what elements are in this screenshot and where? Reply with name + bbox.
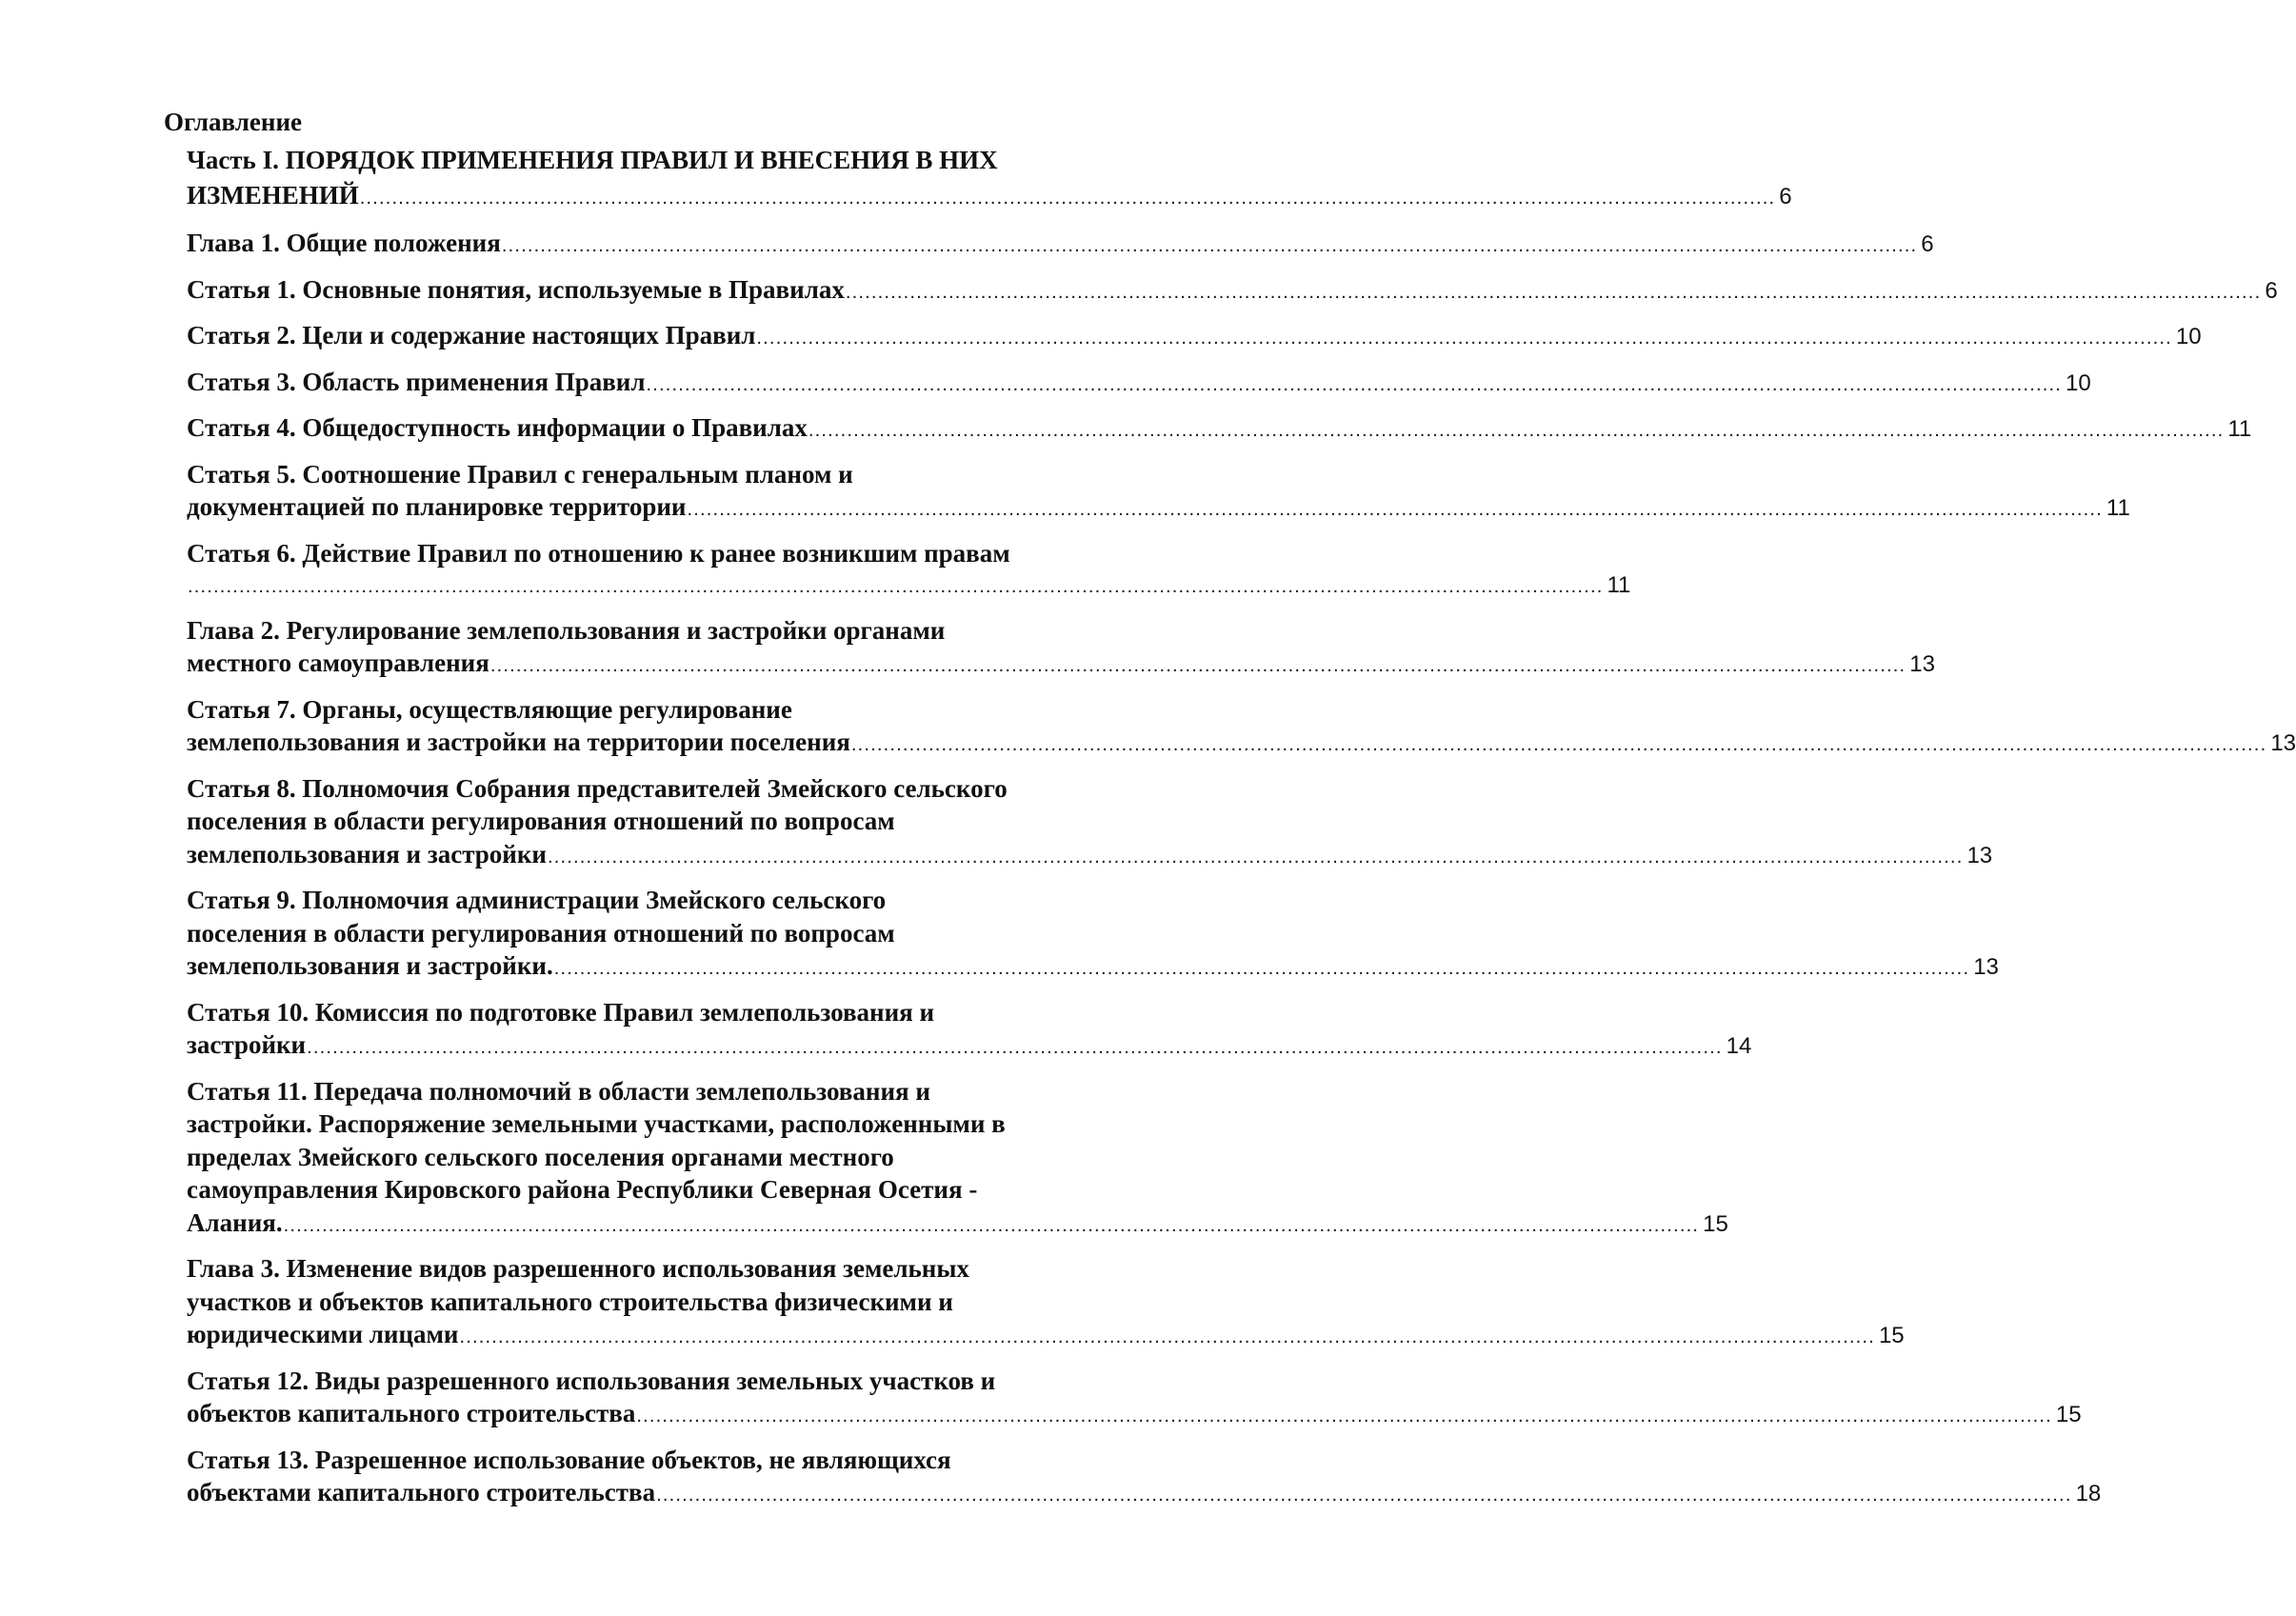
toc-entry-title-line: Статья 2. Цели и содержание настоящих Правил [187,321,756,349]
toc-entry-title-line: объектов капитального строительства [187,1399,636,1427]
toc-page-number: 10 [2065,369,2091,396]
toc-entry[interactable] [187,411,2252,448]
toc-entry-title-line: землепользования и застройки. [187,951,553,980]
toc-entry-last-line [187,1318,1905,1354]
toc-entry-last-line [187,569,1631,604]
toc-entry-title-line: землепользования и застройки [187,839,547,868]
toc-page-number: 14 [1726,1033,1752,1059]
toc-entry[interactable] [187,884,1999,986]
toc-entry-last-line [187,1397,2082,1433]
toc-page-number: 6 [1921,231,1934,257]
toc-page-number: 15 [1878,1323,1905,1348]
toc-entry-title-line: Глава 3. Изменение видов разрешенного использования земельных [187,1254,969,1283]
dot-leader: ............................................................................................................................................................................................................................ [553,958,1970,979]
toc-entry[interactable] [187,1252,1905,1354]
toc-entry-title-line: местного самоуправления [187,648,489,677]
toc-entry-title-line: Часть I. ПОРЯДОК ПРИМЕНЕНИЯ ПРАВИЛ И ВНЕСЕНИЯ В НИХ [187,146,998,174]
toc-entry-title-line: Статья 11. Передача полномочий в области землепользования и [187,1076,930,1106]
toc-entry-last-line [187,726,2296,762]
toc-page-number: 11 [2106,495,2130,521]
toc-page-number: 6 [2265,277,2278,304]
toc-entry-last-line [187,273,2278,309]
dot-leader: ............................................................................................................................................................................................................................ [501,235,1918,256]
toc-entry-title-line: Статья 8. Полномочия Собрания представителей Змейского сельского [187,773,1008,803]
toc-entry-title-line: Статья 10. Комиссия по подготовке Правил землепользования и [187,997,935,1027]
toc-entry-title-line: юридическими лицами [187,1320,459,1348]
dot-leader: ............................................................................................................................................................................................................................ [489,655,1907,676]
dot-leader: ............................................................................................................................................................................................................................ [283,1214,1700,1236]
dot-leader: ............................................................................................................................................................................................................................ [636,1406,2052,1426]
toc-entry-title-line: Глава 1. Общие положения [187,229,501,257]
toc-entry-last-line [187,411,2252,448]
toc-entry-title-line: самоуправления Кировского района Республики Северная Осетия - [187,1175,978,1204]
toc-entry-title-line: Статья 6. Действие Правил по отношению к ранее возникшим правам [187,538,1010,568]
toc-entry-title-line: Статья 13. Разрешенное использование объектов, не являющихся [187,1445,951,1474]
toc-page-number: 11 [2227,416,2252,442]
toc-page-number: 10 [2175,324,2202,349]
toc-entry-title-line: Статья 5. Соотношение Правил с генеральным планом и [187,459,853,489]
toc-entry[interactable] [187,273,2278,309]
dot-leader: ............................................................................................................................................................................................................................ [845,281,2262,303]
toc-page-number: 13 [1967,842,1993,868]
toc-page-number: 11 [1607,572,1631,598]
toc-page-number: 15 [1703,1210,1728,1237]
toc-page-number: 13 [1909,651,1935,677]
toc-entry-last-line [187,838,1993,874]
toc-entry[interactable] [187,366,2091,402]
toc-entry-title-line: Статья 9. Полномочия администрации Змейского сельского [187,886,887,914]
toc-entry-title-line: поселения в области регулирования отношений по вопросам [187,918,895,948]
toc-entry-title-line: Алания. [187,1207,283,1237]
table-of-contents [187,143,2296,1512]
dot-leader: ............................................................................................................................................................................................................................ [756,328,2172,349]
dot-leader: ............................................................................................................................................................................................................................ [808,420,2225,441]
dot-leader: ............................................................................................................................................................................................................................ [307,1037,1723,1058]
toc-entry-title-line: застройки [187,1030,307,1059]
dot-leader: ............................................................................................................................................................................................................................ [359,188,1776,209]
toc-heading: Оглавление [164,108,302,136]
toc-page-number: 13 [2270,730,2296,756]
toc-entry-title-line: объектами капитального строительства [187,1478,656,1506]
toc-entry-title-line: ИЗМЕНЕНИЙ [187,181,359,209]
toc-entry-title-line: поселения в области регулирования отношений по вопросам [187,807,895,835]
dot-leader: ............................................................................................................................................................................................................................ [547,846,1964,868]
toc-entry[interactable] [187,227,1934,263]
toc-entry-title-line: пределах Змейского сельского поселения органами местного [187,1142,894,1171]
dot-leader: ............................................................................................................................................................................................................................ [850,734,2267,755]
toc-entry[interactable] [187,458,2130,527]
toc-entry-last-line [187,1028,1752,1065]
toc-entry-title-line: Статья 12. Виды разрешенного использования земельных участков и [187,1366,996,1395]
dot-leader: ............................................................................................................................................................................................................................ [687,499,2103,520]
toc-entry-last-line [187,178,1792,216]
toc-entry-title-line: землепользования и застройки на территории поселения [187,728,850,756]
dot-leader: ............................................................................................................................................................................................................................ [459,1327,1875,1347]
toc-entry-title-line: Статья 4. Общедоступность информации о Правилах [187,413,808,442]
toc-page-number: 15 [2055,1402,2082,1427]
toc-entry[interactable] [187,996,1752,1065]
toc-page-number: 18 [2075,1481,2102,1506]
toc-entry-title-line: документацией по планировке территории [187,492,687,521]
toc-entry-title-line: Глава 2. Регулирование землепользования и застройки органами [187,615,946,645]
toc-entry-title-line: Статья 1. Основные понятия, используемые в Правилах [187,274,845,304]
toc-entry-title-line: Статья 3. Область применения Правил [187,367,646,396]
toc-entry[interactable] [187,1444,2102,1512]
toc-page-number: 13 [1973,954,1999,980]
toc-entry-last-line [187,319,2202,355]
toc-entry[interactable] [187,772,1993,874]
dot-leader: ............................................................................................................................................................................................................................ [646,373,2062,395]
toc-entry-last-line [187,366,2091,402]
toc-entry[interactable] [187,143,1792,216]
toc-entry[interactable] [187,319,2202,355]
toc-entry[interactable] [187,693,2296,762]
toc-entry[interactable] [187,1365,2082,1433]
toc-entry-title-line: Статья 7. Органы, осуществляющие регулирование [187,694,792,724]
toc-entry[interactable] [187,614,1935,683]
toc-entry-last-line [187,490,2130,527]
dot-leader: ............................................................................................................................................................................................................................ [656,1485,2072,1506]
toc-entry-last-line [187,647,1935,683]
dot-leader: ............................................................................................................................................................................................................................ [188,576,1604,597]
toc-entry-title-line: участков и объектов капитального строительства физическими и [187,1287,953,1316]
toc-entry-last-line [187,949,1999,986]
toc-page-number: 6 [1779,184,1792,209]
toc-entry-last-line [187,1207,1728,1243]
toc-entry[interactable] [187,537,1631,604]
toc-entry-last-line [187,227,1934,263]
toc-entry-title-line: застройки. Распоряжение земельными участками, расположенными в [187,1109,1006,1138]
toc-entry-last-line [187,1476,2102,1512]
toc-entry[interactable] [187,1075,1728,1243]
